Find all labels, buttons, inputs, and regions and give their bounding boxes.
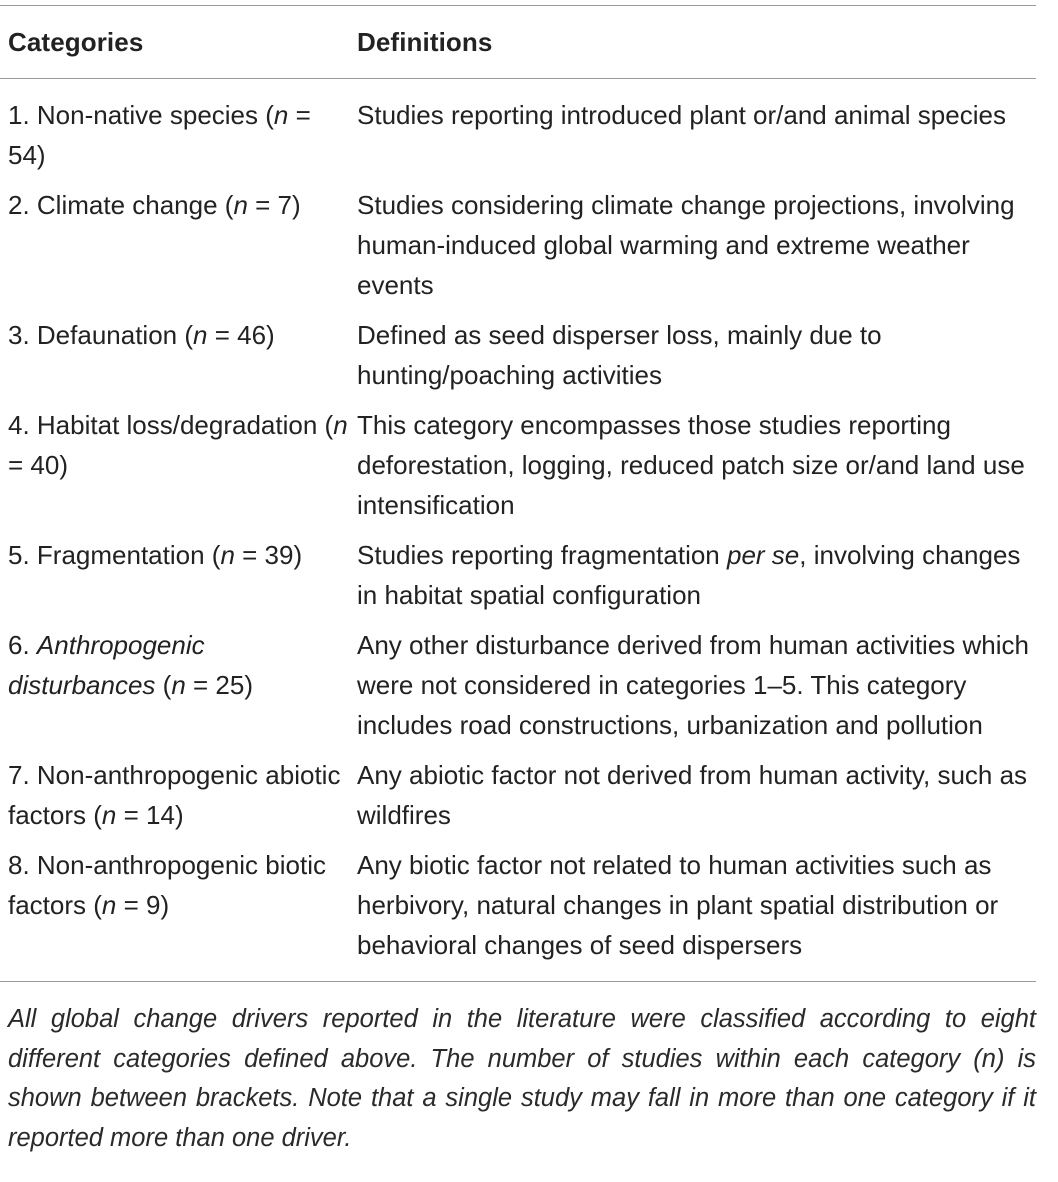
table-body <box>0 79 1036 981</box>
table-row <box>0 625 1036 745</box>
table-row <box>0 315 1036 395</box>
header-definitions: Definitions <box>357 26 493 57</box>
table-row <box>0 405 1036 525</box>
table-row <box>0 185 1036 305</box>
category-cell: 7. Non-anthropogenic abiotic factors (n = 14) <box>8 760 341 830</box>
table-row <box>0 535 1036 615</box>
category-cell: 4. Habitat loss/degradation (n = 40) <box>8 410 348 480</box>
definition-cell: Studies considering climate change projections, involving human-induced global warming and extreme weather events <box>357 190 1015 300</box>
table-row <box>0 755 1036 835</box>
category-cell: 1. Non-native species (n = 54) <box>8 100 311 170</box>
category-cell: 8. Non-anthropogenic biotic factors (n = 9) <box>8 850 326 920</box>
table-row <box>0 845 1036 965</box>
definition-cell: Any biotic factor not related to human activities such as herbivory, natural changes in plant spatial distribution or behavioral changes of seed dispersers <box>357 850 999 960</box>
table-row <box>0 95 1036 175</box>
table-footnote: All global change drivers reported in the literature were classified according to eight different categories defined above. The number of studies within each category (n) is shown between brackets. Note that a single study may fall in more than one category if it reported more than one driver. <box>8 1005 1036 1152</box>
definition-cell: Any other disturbance derived from human activities which were not considered in categories 1–5. This category includes road constructions, urbanization and pollution <box>357 630 1029 740</box>
definition-cell: This category encompasses those studies reporting deforestation, logging, reduced patch size or/and land use intensification <box>357 410 1025 520</box>
definition-cell: Any abiotic factor not derived from human activity, such as wildfires <box>357 760 1028 830</box>
drivers-table <box>0 5 1036 1158</box>
category-cell: 2. Climate change (n = 7) <box>8 190 301 220</box>
definition-cell: Studies reporting introduced plant or/and animal species <box>357 100 1006 130</box>
definition-cell: Studies reporting fragmentation per se, involving changes in habitat spatial configuration <box>357 540 1021 610</box>
table-header-row <box>0 6 1036 78</box>
header-categories: Categories <box>8 26 144 57</box>
category-cell: 3. Defaunation (n = 46) <box>8 320 275 350</box>
definition-cell: Defined as seed disperser loss, mainly due to hunting/poaching activities <box>357 320 882 390</box>
category-cell: 5. Fragmentation (n = 39) <box>8 540 303 570</box>
category-cell: 6. Anthropogenic disturbances (n = 25) <box>8 630 253 700</box>
